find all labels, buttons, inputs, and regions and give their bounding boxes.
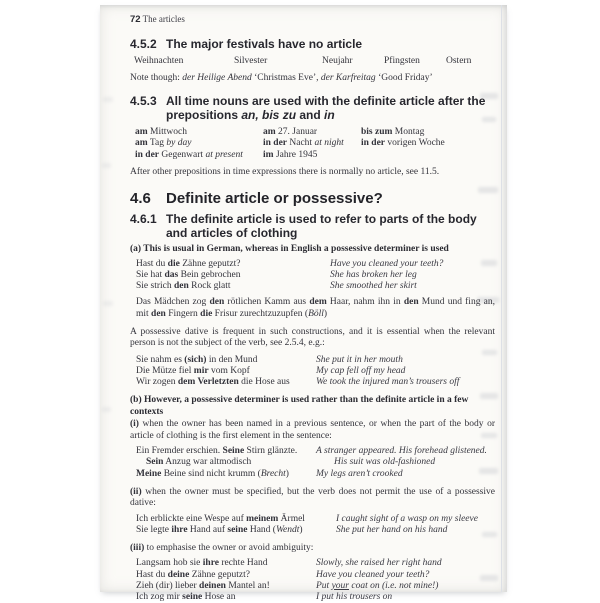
example-german: Sie nahm es (sich) in den Mund: [136, 354, 258, 365]
example-block-i: [130, 446, 495, 480]
example-pair: [136, 558, 495, 569]
quotation-paragraph: Das Mädchen zog den rötlichen Kamm aus dem Haar, nahm ihn in den Mund und fing an, mit den Fingern die Frisur zurechtzuzupfen (Böll): [136, 297, 495, 319]
example-block-a: [130, 259, 495, 293]
example-german: Meine Beine sind nicht krumm (Brecht): [136, 468, 289, 479]
example-german: Sie legte ihre Hand auf seine Hand (Wendt): [136, 524, 303, 535]
section-number: 4.5.3: [130, 94, 157, 109]
example-block-iii: [130, 558, 495, 603]
example-english: My cap fell off my head: [316, 366, 406, 377]
example-english: Slowly, she raised her right hand: [316, 558, 442, 569]
running-head: [130, 14, 495, 25]
section-number: 4.6: [130, 190, 151, 208]
example-pair: [136, 281, 495, 292]
example-german: Ich erblickte eine Wespe auf meinem Ärmel: [136, 513, 305, 524]
festival-word: Pfingsten: [384, 56, 420, 67]
time-example: am Mittwoch: [135, 127, 187, 138]
example-german: Langsam hob sie ihre rechte Hand: [136, 558, 268, 569]
page-number: 72: [130, 14, 141, 25]
section-number: 4.5.2: [130, 37, 157, 52]
section-title: Definite article or possessive?: [166, 190, 383, 208]
example-block-ii: [130, 514, 495, 536]
time-expression-columns: [130, 127, 495, 161]
example-german: Sein Anzug war altmodisch: [146, 457, 252, 468]
example-german: Ich zog mir seine Hose an: [136, 591, 236, 602]
example-pair: [136, 514, 495, 525]
note-paragraph: Note though: der Heilige Abend ‘Christmas Eve’, der Karfreitag ‘Good Friday’: [130, 72, 433, 83]
body-paragraph: A possessive dative is frequent in such constructions, and it is essential when the relevant person is not the subject of the verb, see 2.5.4, e.g.:: [130, 327, 495, 349]
time-column-3: [361, 127, 495, 161]
example-pair: [136, 355, 495, 366]
section-heading-4-5-2: [130, 37, 495, 51]
example-english: His suit was old-fashioned: [334, 457, 436, 468]
list-item-ii: (ii) when the owner must be specified, but the verb does not permit the use of a possessive dative:: [130, 486, 495, 509]
example-english: We took the injured man’s trousers off: [316, 377, 460, 388]
example-pair: [136, 366, 495, 377]
time-example: im Jahre 1945: [263, 149, 318, 160]
example-english: Have you cleaned your teeth?: [316, 569, 430, 580]
example-block-dative: [130, 355, 495, 389]
example-german: Sie strich den Rock glatt: [136, 281, 231, 292]
list-item-a: (a) This is usual in German, whereas in English a possessive determiner is used: [130, 244, 449, 255]
example-english: Put your coat on (i.e. not mine!): [316, 580, 439, 591]
example-german: Hast du deine Zähne geputzt?: [136, 569, 250, 580]
example-german: Sie hat das Bein gebrochen: [136, 269, 241, 280]
page-content: [100, 5, 507, 603]
time-column-2: [263, 127, 361, 161]
example-german: Zieh (dir) lieber deinen Mantel an!: [136, 580, 270, 591]
time-example: am 27. Januar: [263, 127, 318, 138]
example-pair: [136, 457, 495, 468]
example-pair: [136, 259, 495, 270]
example-german: Hast du die Zähne geputzt?: [136, 258, 241, 269]
example-pair: [136, 469, 495, 480]
example-english: She put her hand on his hand: [336, 524, 448, 535]
example-pair: [136, 446, 495, 457]
time-example: am Tag by day: [135, 138, 192, 149]
time-column-1: [135, 127, 263, 161]
example-pair: [136, 592, 495, 603]
cross-reference-note: After other prepositions in time expressions there is normally no article, see 11.5.: [130, 166, 440, 177]
example-english: Have you cleaned your teeth?: [330, 258, 444, 269]
book-page-photo: [100, 5, 507, 602]
running-title: The articles: [142, 14, 185, 24]
example-pair: [136, 581, 495, 592]
festival-word: Silvester: [234, 56, 268, 67]
section-heading-4-6: [130, 190, 495, 207]
festival-word-list: [130, 56, 495, 67]
example-pair: [136, 270, 495, 281]
example-english: I put his trousers on: [316, 591, 393, 602]
time-example: in der Nacht at night: [263, 138, 344, 149]
example-german: Die Mütze fiel mir vom Kopf: [136, 366, 250, 377]
section-heading-4-5-3: [130, 94, 495, 122]
example-english: I caught sight of a wasp on my sleeve: [336, 513, 478, 524]
list-item-b: (b) However, a possessive determiner is used rather than the definite article in a few contexts: [130, 395, 469, 417]
example-english: She put it in her mouth: [316, 354, 403, 365]
section-title: All time nouns are used with the definite article after the prepositions an, bis zu and in: [166, 94, 486, 123]
list-item-i: (i) when the owner has been named in a previous sentence, or when the part of the body or article of clothing is the first element in the sentence:: [130, 419, 495, 441]
list-item-iii: (iii) to emphasise the owner or avoid ambiguity:: [130, 542, 314, 553]
example-german: Wir zogen dem Verletzten die Hose aus: [136, 377, 290, 388]
festival-word: Neujahr: [322, 56, 353, 67]
time-example: bis zum Montag: [361, 127, 425, 138]
section-heading-4-6-1: [130, 212, 495, 240]
example-pair: [136, 570, 495, 581]
example-english: My legs aren’t crooked: [316, 468, 403, 479]
section-title: The major festivals have no article: [166, 37, 363, 52]
section-title: The definite article is used to refer to parts of the body and articles of clothing: [166, 212, 477, 241]
section-number: 4.6.1: [130, 212, 157, 227]
festival-word: Ostern: [446, 56, 472, 67]
time-example: in der Gegenwart at present: [135, 149, 243, 160]
time-example: in der vorigen Woche: [361, 138, 445, 149]
example-german: Ein Fremder erschien. Seine Stirn glänzte.: [136, 446, 298, 457]
example-pair: [136, 525, 495, 536]
festival-word: Weihnachten: [134, 56, 184, 67]
example-english: A stranger appeared. His forehead glistened.: [316, 446, 487, 457]
example-pair: [136, 377, 495, 388]
example-english: She smoothed her skirt: [330, 281, 417, 292]
example-english: She has broken her leg: [330, 269, 417, 280]
